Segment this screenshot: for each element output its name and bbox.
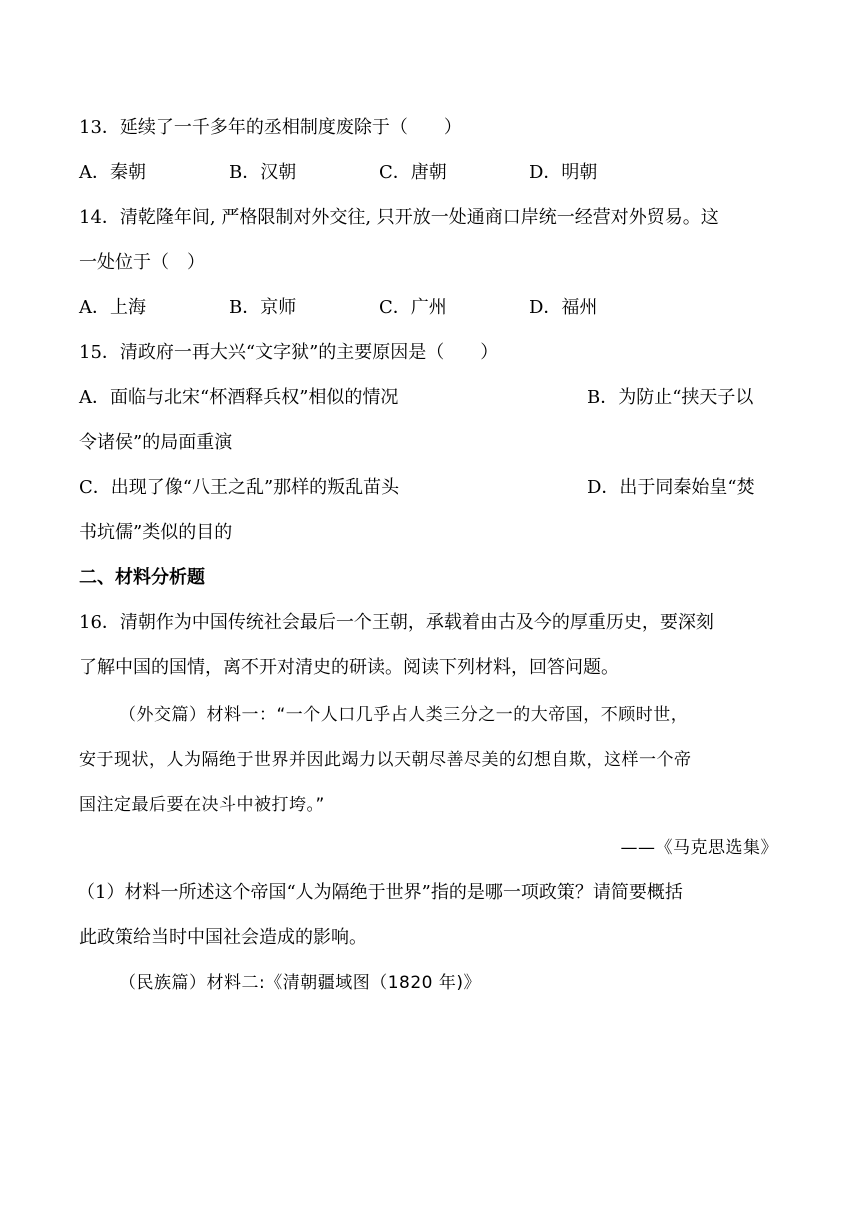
q15-option-b-line-2: 令诸侯”的局面重演 bbox=[79, 432, 233, 453]
q13-option-b: B．汉朝 bbox=[229, 162, 297, 183]
q13-stem: 13．延续了一千多年的丞相制度废除于（ ） bbox=[79, 117, 462, 138]
sub-question-1-line-2: 此政策给当时中国社会造成的影响。 bbox=[79, 927, 367, 948]
sub-question-1-line-1: （1）材料一所述这个帝国“人为隔绝于世界”指的是哪一项政策？请简要概括 bbox=[77, 882, 683, 903]
q15-option-a: A．面临与北宋“杯酒释兵权”相似的情况 bbox=[79, 387, 399, 408]
q14-option-b: B．京师 bbox=[229, 297, 297, 318]
material-1-source: ——《马克思选集》 bbox=[620, 838, 778, 858]
q13-option-c: C．唐朝 bbox=[379, 162, 447, 183]
material-1-line-2: 安于现状，人为隔绝于世界并因此竭力以天朝尽善尽美的幻想自欺，这样一个帝 bbox=[79, 750, 692, 770]
material-2-title: （民族篇）材料二:《清朝疆域图（1820 年)》 bbox=[119, 973, 482, 993]
q15-option-c: C．出现了像“八王之乱”那样的叛乱苗头 bbox=[79, 477, 400, 498]
material-1-line-3: 国注定最后要在决斗中被打垮。” bbox=[79, 795, 325, 815]
q15-stem: 15．清政府一再大兴“文字狱”的主要原因是（ ） bbox=[79, 342, 499, 363]
q14-option-c: C．广州 bbox=[379, 297, 447, 318]
q14-stem-line-2: 一处位于（ ） bbox=[79, 252, 205, 273]
q15-option-d-line-2: 书坑儒”类似的目的 bbox=[79, 522, 233, 543]
q16-stem-line-1: 16．清朝作为中国传统社会最后一个王朝，承载着由古及今的厚重历史，要深刻 bbox=[79, 612, 714, 633]
q16-stem-line-2: 了解中国的国情，离不开对清史的研读。阅读下列材料，回答问题。 bbox=[79, 657, 619, 678]
q14-option-a: A．上海 bbox=[79, 297, 146, 318]
material-1-line-1: （外交篇）材料一：“一个人口几乎占人类三分之一的大帝国，不顾时世， bbox=[119, 705, 689, 725]
q13-option-d: D．明朝 bbox=[529, 162, 598, 183]
q14-stem-line-1: 14．清乾隆年间, 严格限制对外交往, 只开放一处通商口岸统一经营对外贸易。这 bbox=[79, 207, 719, 228]
q14-option-d: D．福州 bbox=[529, 297, 598, 318]
section-title: 二、材料分析题 bbox=[79, 567, 205, 588]
q15-option-b-line-1: B．为防止“挟天子以 bbox=[587, 387, 754, 408]
q13-option-a: A．秦朝 bbox=[79, 162, 146, 183]
q15-option-d-line-1: D．出于同秦始皇“焚 bbox=[587, 477, 755, 498]
